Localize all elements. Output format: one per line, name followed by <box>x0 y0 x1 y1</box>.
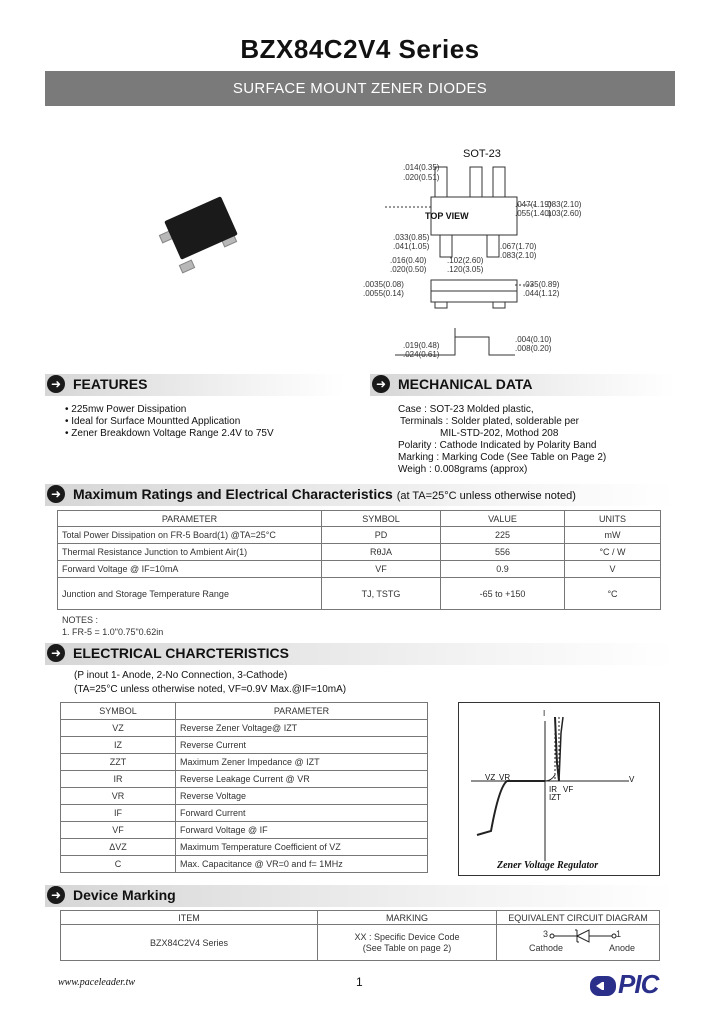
dim-label: .047(1.19) <box>515 200 552 209</box>
table-row: IZ Reverse Current <box>61 737 428 754</box>
cathode-label: Cathode <box>529 942 564 953</box>
dim-label: .033(0.85) <box>393 233 430 242</box>
dim-label: .008(0.20) <box>515 344 552 353</box>
table-row: Forward Voltage @ IF=10mA VF 0.9 V <box>58 561 661 578</box>
graph-label: IR <box>549 785 557 794</box>
graph-label: I <box>543 709 546 718</box>
column-header: EQUIVALENT CIRCUIT DIAGRAM <box>497 911 660 925</box>
list-item: • 225mw Power Dissipation <box>65 404 187 415</box>
list-item: • Zener Breakdown Voltage Range 2.4V to 75V <box>65 428 274 439</box>
list-item: Terminals : Solder plated, solderable per <box>400 416 579 427</box>
dim-label: .083(2.10) <box>500 251 537 260</box>
dim-label: .102(2.60) <box>447 256 484 265</box>
dim-label: .041(1.05) <box>393 242 430 251</box>
column-header: UNITS <box>565 511 661 527</box>
max-ratings-condition: (at TA=25°C unless otherwise noted) <box>396 490 576 502</box>
dim-label: .014(0.35) <box>403 163 440 172</box>
electrical-table <box>60 702 428 873</box>
column-header: SYMBOL <box>61 703 176 720</box>
device-marking-header <box>45 885 675 907</box>
dim-label: .0035(0.08) <box>363 280 404 289</box>
table-row: VR Reverse Voltage <box>61 788 428 805</box>
dim-label: .016(0.40) <box>390 256 427 265</box>
dim-label: .004(0.10) <box>515 335 552 344</box>
max-ratings-table <box>57 510 661 610</box>
pin-3-label: 3 <box>543 928 549 939</box>
dim-label: .0055(0.14) <box>363 289 404 298</box>
circuit-diagram <box>497 925 660 961</box>
top-view-label: TOP VIEW <box>425 211 469 221</box>
arrow-right-icon: ➜ <box>47 886 65 904</box>
table-row: Total Power Dissipation on FR-5 Board(1) @TA=25°C PD 225 mW <box>58 527 661 544</box>
package-drawing <box>363 145 582 370</box>
column-header: PARAMETER <box>58 511 322 527</box>
column-header: VALUE <box>441 511 565 527</box>
graph-label: IZT <box>549 793 561 802</box>
table-row: IF Forward Current <box>61 805 428 822</box>
column-header: SYMBOL <box>322 511 441 527</box>
table-row: ΔVZ Maximum Temperature Coefficient of VZ <box>61 839 428 856</box>
dim-label: .083(2.10) <box>545 200 582 209</box>
mechanical-title: MECHANICAL DATA <box>398 376 533 392</box>
dim-label: .103(2.60) <box>545 209 582 218</box>
arrow-right-icon: ➜ <box>372 375 390 393</box>
graph-caption: Zener Voltage Regulator <box>497 860 599 871</box>
page-number: 1 <box>356 975 363 989</box>
dim-label: .044(1.12) <box>523 289 560 298</box>
graph-label: V <box>629 775 635 784</box>
dim-label: .035(0.89) <box>523 280 560 289</box>
electrical-header <box>45 643 675 665</box>
zener-diode-icon <box>549 929 617 943</box>
column-header: PARAMETER <box>176 703 428 720</box>
logo-text: PIC <box>618 969 659 999</box>
document-title: BZX84C2V4 Series <box>240 34 480 64</box>
table-row: IR Reverse Leakage Current @ VR <box>61 771 428 788</box>
arrow-right-icon: ➜ <box>47 644 65 662</box>
device-marking-table <box>60 910 660 961</box>
arrow-right-icon: ➜ <box>47 375 65 393</box>
column-header: MARKING <box>318 911 497 925</box>
note-1: 1. FR-5 = 1.0"0.75"0.62in <box>62 627 164 637</box>
dim-label: .055(1.40) <box>515 209 552 218</box>
list-item: Weigh : 0.008grams (approx) <box>398 464 528 475</box>
table-row: ZZT Maximum Zener Impedance @ IZT <box>61 754 428 771</box>
list-item: • Ideal for Surface Mountted Application <box>65 416 241 427</box>
list-item: Marking : Marking Code (See Table on Page 2) <box>398 452 607 463</box>
graph-label: VR <box>499 773 511 782</box>
zener-graph <box>458 702 660 876</box>
dim-label: .020(0.50) <box>390 265 427 274</box>
table-row <box>61 925 660 961</box>
table-row: VZ Reverse Zener Voltage@ IZT <box>61 720 428 737</box>
pin-1-label: 1 <box>616 928 622 939</box>
max-ratings-title: Maximum Ratings and Electrical Characteristics <box>73 486 393 502</box>
table-row: VF Forward Voltage @ IF <box>61 822 428 839</box>
electrical-condition: (TA=25°C unless otherwise noted, VF=0.9V Max.@IF=10mA) <box>74 684 347 695</box>
arrow-right-icon: ➜ <box>47 485 65 503</box>
features-header <box>45 374 345 396</box>
dim-label: .067(1.70) <box>500 242 537 251</box>
mechanical-list <box>398 404 606 476</box>
marking-item: BZX84C2V4 Series <box>61 925 318 961</box>
table-row: Junction and Storage Temperature Range TJ, TSTG -65 to +150 °C <box>58 578 661 610</box>
table-row: C Max. Capacitance @ VR=0 and f= 1MHz <box>61 856 428 873</box>
dim-label: .024(0.61) <box>403 350 440 359</box>
list-item: Polarity : Cathode Indicated by Polarity Band <box>398 440 597 451</box>
device-marking-title: Device Marking <box>73 887 176 903</box>
list-item: Case : SOT-23 Molded plastic, <box>398 404 534 415</box>
list-item: MIL-STD-202, Mothod 208 <box>440 428 559 439</box>
graph-label: VZ <box>485 773 496 782</box>
dim-label: .120(3.05) <box>447 265 484 274</box>
subtitle-banner: SURFACE MOUNT ZENER DIODES <box>45 71 675 106</box>
marking-code: XX : Specific Device Code (See Table on page 2) <box>318 925 497 961</box>
column-header: ITEM <box>61 911 318 925</box>
pinout-note: (P inout 1- Anode, 2-No Connection, 3-Cathode) <box>74 670 288 681</box>
footer-website: www.paceleader.tw <box>58 977 136 988</box>
notes-title: NOTES : <box>62 615 99 625</box>
features-title: FEATURES <box>73 376 148 392</box>
features-list <box>65 404 274 440</box>
package-name: SOT-23 <box>463 148 501 160</box>
max-ratings-header <box>45 484 675 506</box>
mechanical-header <box>370 374 675 396</box>
dim-label: .019(0.48) <box>403 341 440 350</box>
table-row: Thermal Resistance Junction to Ambient Air(1) RθJA 556 °C / W <box>58 544 661 561</box>
graph-label: VF <box>563 785 574 794</box>
electrical-title: ELECTRICAL CHARCTERISTICS <box>73 645 289 661</box>
dim-label: .020(0.51) <box>403 173 440 182</box>
anode-label: Anode <box>609 942 636 953</box>
pic-logo <box>590 969 666 999</box>
